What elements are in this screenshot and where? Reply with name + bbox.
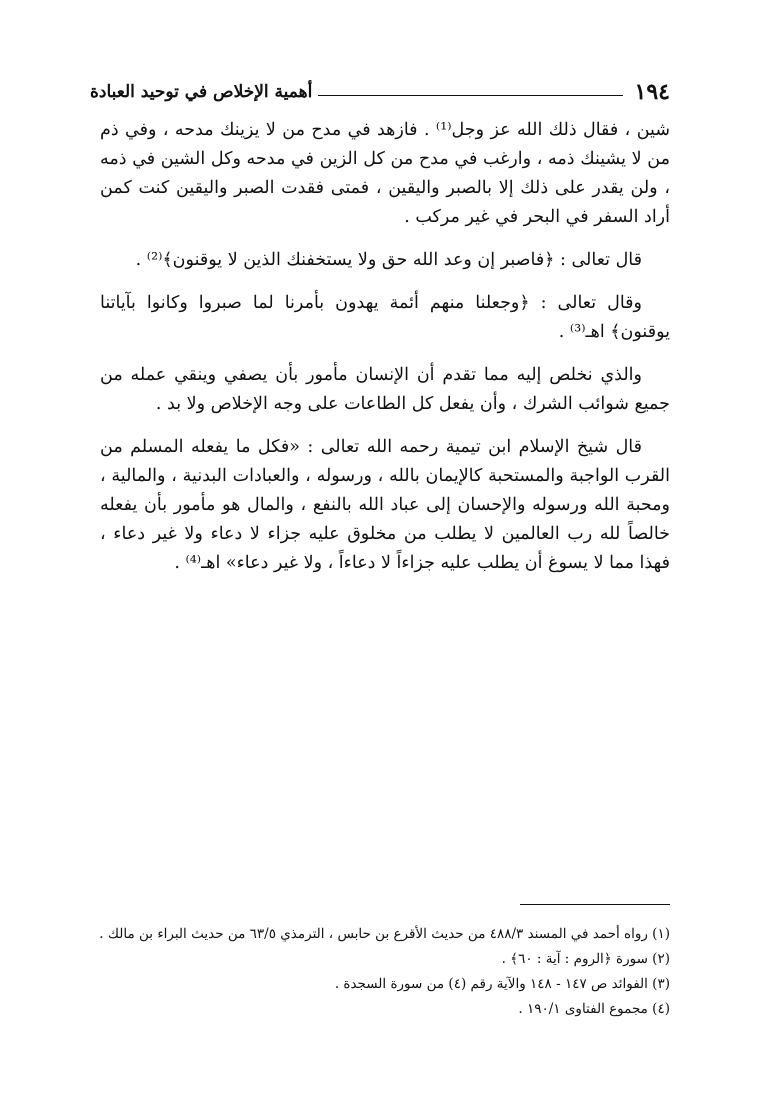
running-title: أهمية الإخلاص في توحيد العبادة <box>90 82 313 102</box>
paragraph: قال تعالى : ﴿فاصبر إن وعد الله حق ولا يستخفنك الذين لا يوقنون﴾⁽²⁾ . <box>135 250 642 270</box>
footnote: (٢) سورة ﴿الروم : آية : ٦٠﴾ . <box>501 951 670 967</box>
paragraph: وقال تعالى : ﴿وجعلنا منهم أئمة يهدون بأمرنا لما صبروا وكانوا بآياتنا يوقنون﴾ اهـ⁽³⁾ . <box>100 293 670 342</box>
footnote: (٣) الفوائد ص ١٤٧ - ١٤٨ والآية رقم (٤) من سورة السجدة . <box>334 976 670 992</box>
footnote: (١) رواه أحمد في المسند ٤٨٨/٣ من حديث الأقرع بن حابس ، الترمذي ٦٣/٥ من حديث البراء بن مالك . <box>99 926 670 942</box>
paragraph: قال شيخ الإسلام ابن تيمية رحمه الله تعالى : «فكل ما يفعله المسلم من القرب الواجبة والمستحبة كالإيمان بالله ، ورسوله ، والعبادات البدنية ، والمالية ، ومحبة الله ورسوله والإحسان إلى عباد الله بالنفع ، والمال هو مأمور بأن يفعله خالصاً لله رب العالمين لا يطلب من مخلوق عليه جزاء لا دعاء ولا غير دعاء ، فهذا مما لا يسوغ أن يطلب عليه جزاءاً لا دعاءاً ، ولا غير دعاء» اهـ⁽⁴⁾ . <box>100 437 670 573</box>
paragraph: شين ، فقال ذلك الله عز وجل⁽¹⁾ . فازهد في مدح من لا يزينك مدحه ، وفي ذم من لا يشينك ذمه ، وارغب في مدح من كل الزين في مدحه وكل الشين في ذمه ، ولن يقدر على ذلك إلا بالصبر واليقين ، فمتى فقدت الصبر واليقين كنت كمن أراد السفر في البحر في غير مركب . <box>100 120 670 227</box>
page-number: ١٩٤ <box>634 79 670 105</box>
main-text <box>100 116 670 578</box>
header-rule <box>318 95 622 96</box>
page-header <box>90 76 670 108</box>
footnote: (٤) مجموع الفتاوى ١٩٠/١ . <box>518 1001 670 1017</box>
paragraph: والذي نخلص إليه مما تقدم أن الإنسان مأمور بأن يصفي وينقي عمله من جميع شوائب الشرك ، وأن يفعل كل الطاعات على وجه الإخلاص ولا بد . <box>100 365 670 414</box>
footnote-separator <box>520 904 670 905</box>
footnotes <box>90 922 670 1022</box>
